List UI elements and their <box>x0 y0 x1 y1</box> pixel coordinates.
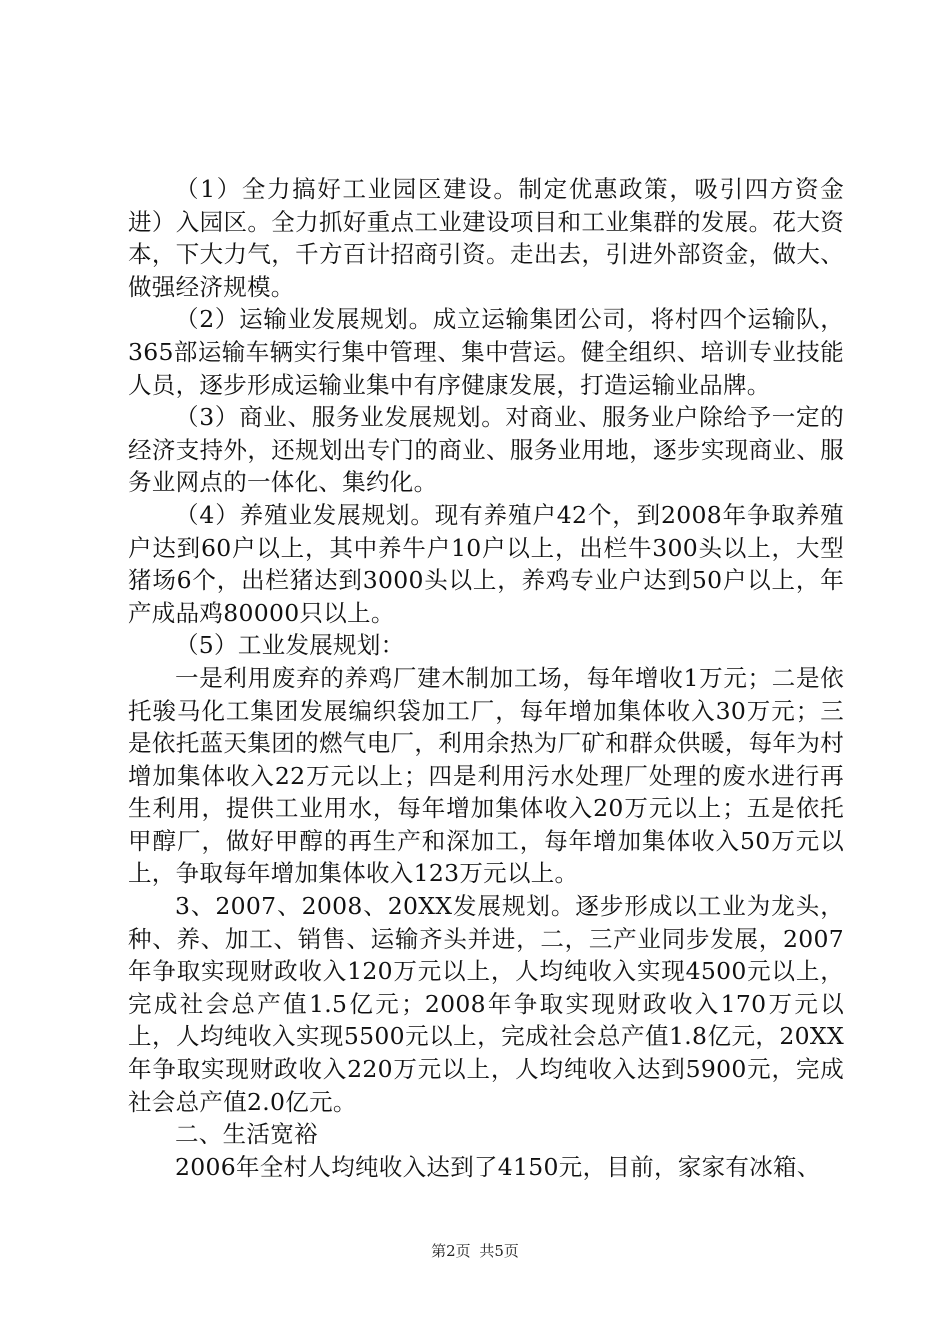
paragraph-industrial-park: （1）全力搞好工业园区建设。制定优惠政策，吸引四方资金进）入园区。全力抓好重点工业建设项目和工业集群的发展。花大资本，下大力气，千方百计招商引资。走出去，引进外部资金，做大、做强经济规模。 <box>128 175 844 301</box>
section-heading-living: 二、生活宽裕 <box>175 1120 318 1149</box>
page-footer <box>0 1240 950 1261</box>
paragraph-commerce-plan: （3）商业、服务业发展规划。对商业、服务业户除给予一定的经济支持外，还规划出专门的商业、服务业用地，逐步实现商业、服务业网点的一体化、集约化。 <box>128 403 844 497</box>
paragraph-industry-heading: （5）工业发展规划： <box>175 631 405 660</box>
page-total: 共5页 <box>479 1242 519 1260</box>
document-body <box>128 173 844 1183</box>
paragraph-income-2006: 2006年全村人均纯收入达到了4150元，目前，家家有冰箱、 <box>175 1152 821 1181</box>
paragraph-development-plan: 3、2007、2008、20XX发展规划。逐步形成以工业为龙头，种、养、加工、销售、运输齐头并进，二，三产业同步发展，2007年争取实现财政收入120万元以上，人均纯收入实现4500元以上，完成社会总产值1.5亿元；2008年争取实现财政收入170万元以上，人均纯收入实现5500元以上，完成社会总产值1.8亿元，20XX年争取实现财政收入220万元以上，人均纯收入达到5900元，完成社会总产值2.0亿元。 <box>128 892 844 1116</box>
paragraph-industry-items: 一是利用废弃的养鸡厂建木制加工场，每年增收1万元；二是依托骏马化工集团发展编织袋加工厂，每年增加集体收入30万元；三是依托蓝天集团的燃气电厂，利用余热为厂矿和群众供暖，每年为村增加集体收入22万元以上；四是利用污水处理厂处理的废水进行再生利用，提供工业用水，每年增加集体收入20万元以上；五是依托甲醇厂，做好甲醇的再生产和深加工，每年增加集体收入50万元以上，争取每年增加集体收入123万元以上。 <box>128 663 844 888</box>
paragraph-breeding-plan: （4）养殖业发展规划。现有养殖户42个，到2008年争取养殖户达到60户以上，其中养牛户10户以上，出栏牛300头以上，大型猪场6个，出栏猪达到3000头以上，养鸡专业户达到50户以上，年产成品鸡80000只以上。 <box>128 500 844 627</box>
paragraph-transport-plan: （2）运输业发展规划。成立运输集团公司，将村四个运输队，365部运输车辆实行集中管理、集中营运。健全组织、培训专业技能人员，逐步形成运输业集中有序健康发展，打造运输业品牌。 <box>128 305 844 399</box>
page-number: 第2页 <box>431 1242 471 1260</box>
